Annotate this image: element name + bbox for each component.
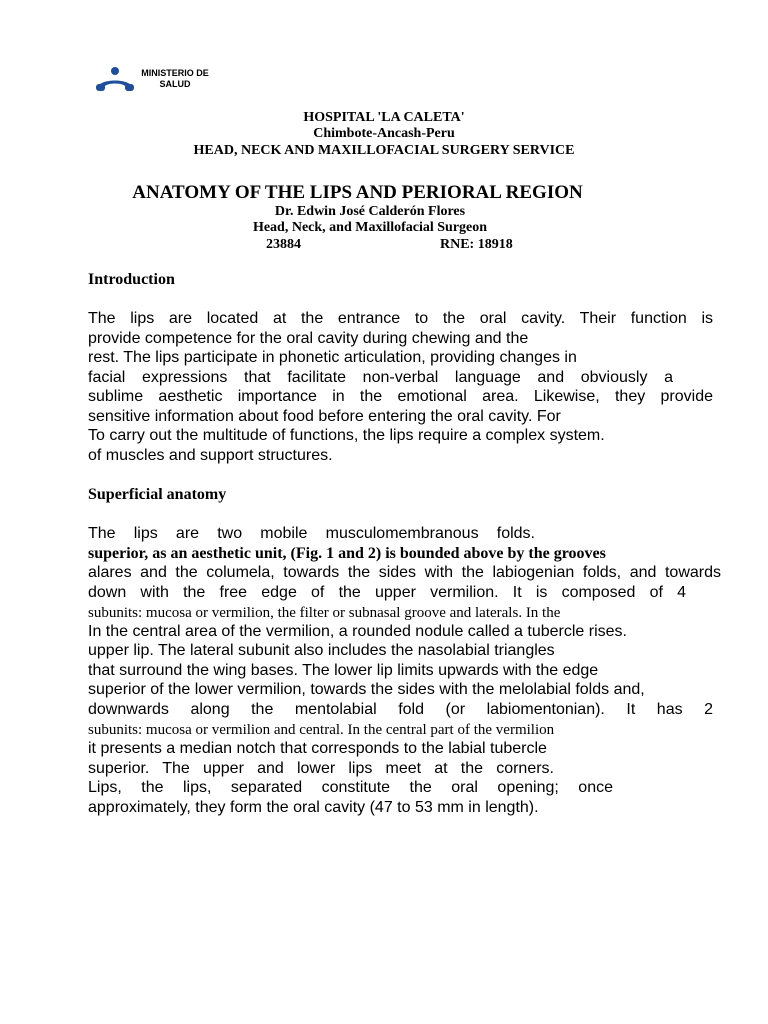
superficial-line: In the central area of the vermilion, a rounded nodule called a tubercle rises.: [88, 623, 627, 640]
author-name: Dr. Edwin José Calderón Flores: [274, 204, 466, 219]
superficial-line: superior, as an aesthetic unit, (Fig. 1 and 2) is bounded above by the grooves: [88, 545, 606, 562]
logo-text-line1: MINISTERIO DE: [141, 68, 209, 78]
intro-line: sublime aesthetic importance in the emotional area. Likewise, they provide: [88, 388, 713, 405]
superficial-heading: Superficial anatomy: [88, 486, 227, 503]
superficial-line: it presents a median notch that corresponds to the labial tubercle: [88, 740, 547, 757]
introduction-heading: Introduction: [88, 271, 175, 288]
superficial-line: Lips, the lips, separated constitute the oral opening; once: [88, 779, 613, 796]
superficial-line: subunits: mucosa or vermilion and central. In the central part of the vermilion: [88, 722, 555, 738]
ministry-emblem-icon: [95, 66, 135, 94]
author-id: 23884: [266, 237, 301, 252]
author-role: Head, Neck, and Maxillofacial Surgeon: [252, 220, 488, 235]
document-title: ANATOMY OF THE LIPS AND PERIORAL REGION: [132, 182, 583, 203]
intro-line: facial expressions that facilitate non-verbal language and obviously a: [88, 369, 673, 386]
ministry-logo: [95, 66, 215, 96]
intro-line: of muscles and support structures.: [88, 447, 333, 464]
superficial-line: downwards along the mentolabial fold (or labiomentonian). It has 2: [88, 701, 713, 718]
superficial-line: that surround the wing bases. The lower lip limits upwards with the edge: [88, 662, 599, 679]
intro-line: provide competence for the oral cavity during chewing and the: [88, 330, 529, 347]
logo-text: [137, 68, 213, 90]
superficial-line: The lips are two mobile musculomembranous folds.: [88, 525, 535, 542]
superficial-line: superior of the lower vermilion, towards the sides with the melolabial folds and,: [88, 681, 645, 698]
service-name: HEAD, NECK AND MAXILLOFACIAL SURGERY SERVICE: [193, 143, 575, 158]
hospital-location: Chimbote-Ancash-Peru: [313, 126, 455, 141]
intro-line: The lips are located at the entrance to the oral cavity. Their function is: [88, 310, 713, 327]
logo-text-line2: SALUD: [159, 79, 191, 89]
superficial-line: subunits: mucosa or vermilion, the filter or subnasal groove and laterals. In the: [88, 605, 561, 621]
intro-line: To carry out the multitude of functions, the lips require a complex system.: [88, 427, 605, 444]
intro-line: sensitive information about food before entering the oral cavity. For: [88, 408, 561, 425]
superficial-line: upper lip. The lateral subunit also includes the nasolabial triangles: [88, 642, 555, 659]
intro-line: rest. The lips participate in phonetic articulation, providing changes in: [88, 349, 577, 366]
hospital-name: HOSPITAL 'LA CALETA': [303, 110, 465, 125]
superficial-line: superior. The upper and lower lips meet at the corners.: [88, 760, 554, 777]
superficial-line: alares and the columela, towards the sides with the labiogenian folds, and towards: [88, 564, 721, 581]
superficial-line: approximately, they form the oral cavity (47 to 53 mm in length).: [88, 799, 539, 816]
author-rne: RNE: 18918: [440, 237, 513, 252]
superficial-line: down with the free edge of the upper vermilion. It is composed of 4: [88, 584, 686, 601]
